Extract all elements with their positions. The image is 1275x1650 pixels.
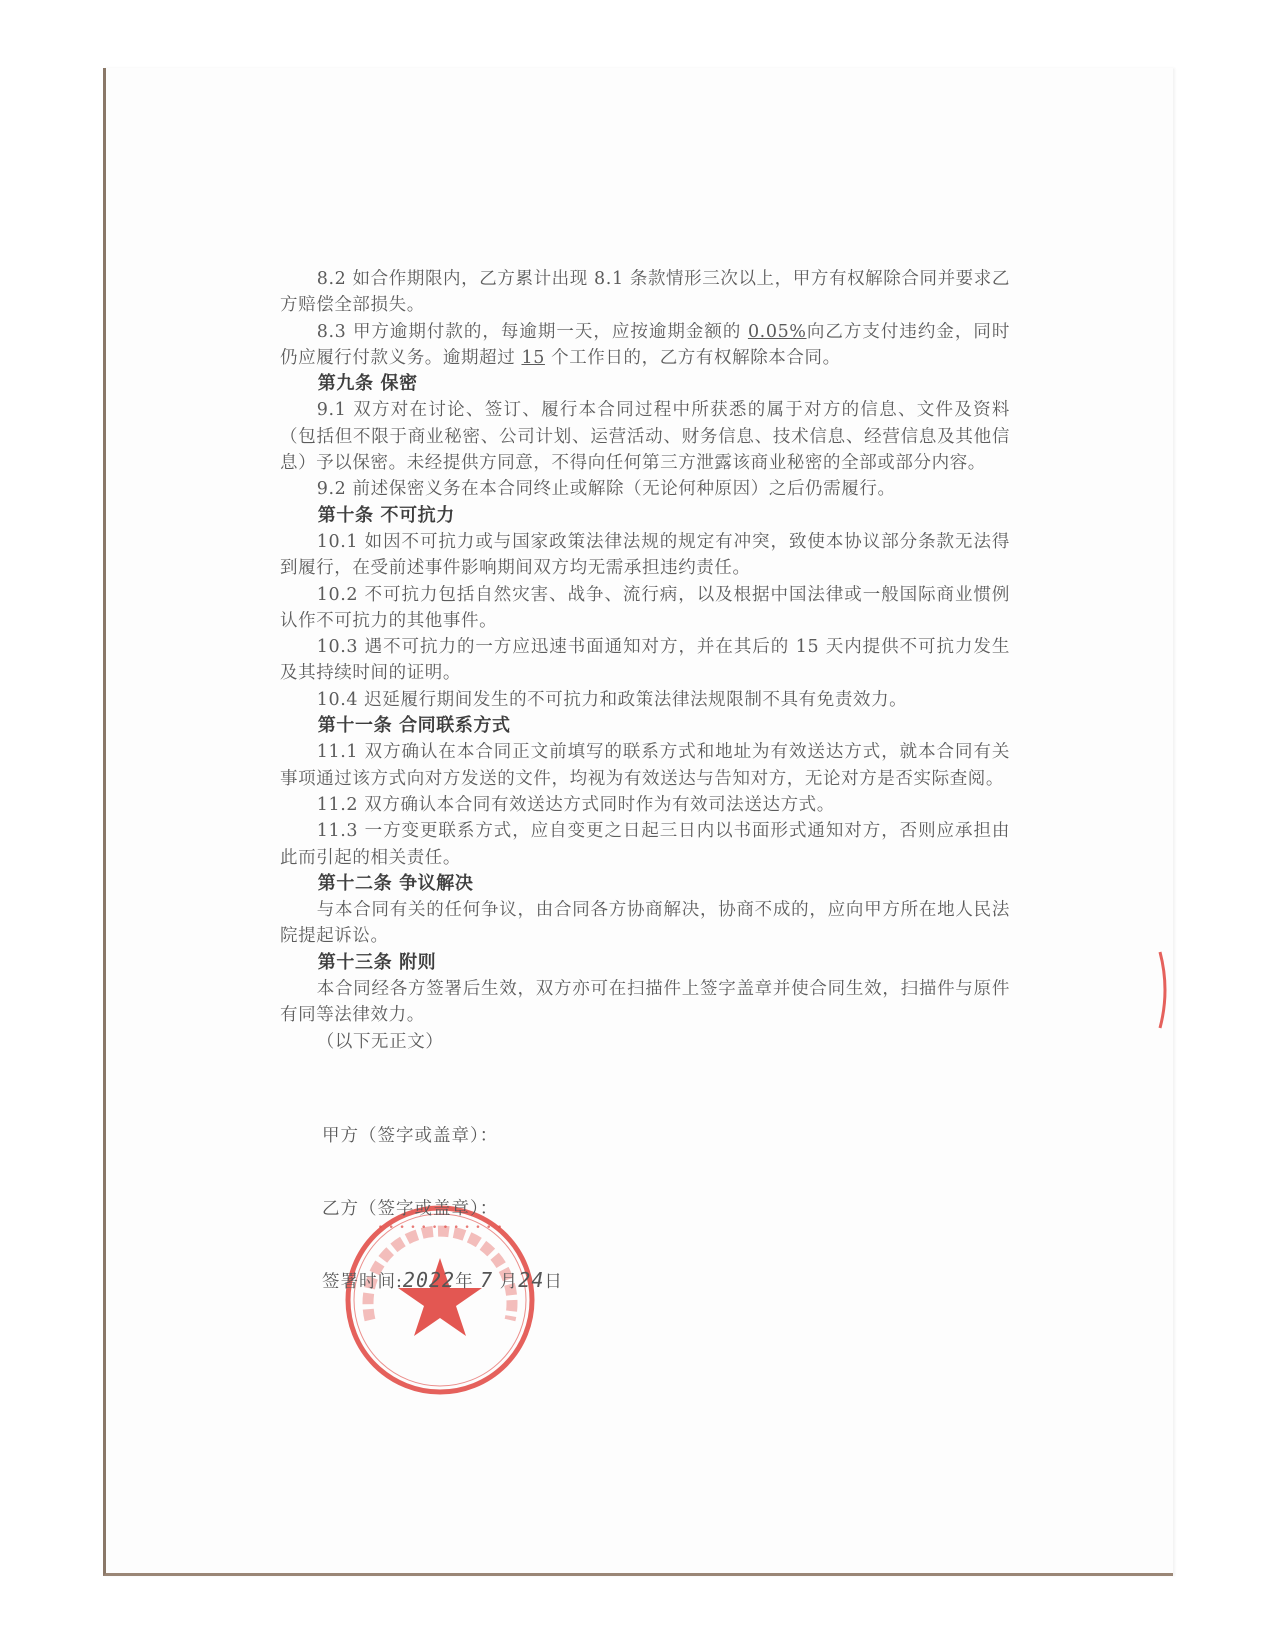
seal-fragment-icon: [1158, 950, 1170, 1030]
clause-8-3: [280, 319, 1010, 372]
clause-10-4: 10.4 迟延履行期间发生的不可抗力和政策法律法规限制不具有免责效力。: [316, 689, 908, 710]
signing-month: 7: [480, 1268, 494, 1292]
clause-11-1: 11.1 双方确认在本合同正文前填写的联系方式和地址为有效送达方式，就本合同有关事项通过该方式向对方发送的文件，均视为有效送达与告知对方，无论对方是否实际查阅。: [280, 742, 1010, 789]
clause-10-3: 10.3 遇不可抗力的一方应迅速书面通知对方，并在其后的 15 天内提供不可抗力发生及其持续时间的证明。: [280, 637, 1010, 684]
clause-8-3-mid: 向乙方支付违约金，同时仍应履行付款义务。逾期超过: [280, 321, 1010, 368]
overdue-days: 15: [521, 347, 545, 368]
penalty-rate: 0.05%: [747, 321, 807, 342]
article-13-heading: 第十三条 附则: [317, 951, 437, 973]
clause-9-2: 9.2 前述保密义务在本合同终止或解除（无论何种原因）之后仍需履行。: [316, 479, 896, 500]
signing-day: 24: [518, 1268, 545, 1292]
article-12-heading: 第十二条 争议解决: [317, 872, 474, 894]
clause-10-2: 10.2 不可抗力包括自然灾害、战争、流行病，以及根据中国法律或一般国际商业惯例认作不可抗力的其他事件。: [280, 584, 1010, 631]
company-seal-icon: [340, 1200, 540, 1400]
clause-11-3: 11.3 一方变更联系方式，应自变更之日起三日内以书面形式通知对方，否则应承担由此而引起的相关责任。: [280, 821, 1010, 868]
svg-text:• • • • • • • • • • • •: • • • • • • • • • • • •: [377, 1223, 503, 1233]
year-unit: 年: [455, 1272, 474, 1292]
party-b-signature-line: 乙方（签字或盖章）：: [322, 1199, 499, 1219]
article-10-heading: 第十条 不可抗力: [317, 504, 455, 526]
clause-11-2: 11.2 双方确认本合同有效送达方式同时作为有效司法送达方式。: [316, 794, 835, 815]
clause-8-3-pre: 8.3 甲方逾期付款的，每逾期一天，应按逾期金额的: [316, 321, 748, 342]
clause-9-1: 9.1 双方对在讨论、签订、履行本合同过程中所获悉的属于对方的信息、文件及资料（包括但不限于商业秘密、公司计划、运营活动、财务信息、技术信息、经营信息及其他信息）予以保密。未经提供方同意，不得向任何第三方泄露该商业秘密的全部或部分内容。: [280, 400, 1010, 474]
signing-date: [322, 1268, 563, 1293]
signing-year: 2022: [402, 1268, 456, 1292]
article-11-heading: 第十一条 合同联系方式: [317, 715, 511, 737]
signing-date-label: 签署时间:: [322, 1272, 403, 1292]
day-unit: 日: [544, 1272, 563, 1292]
clause-13: 本合同经各方签署后生效，双方亦可在扫描件上签字盖章并使合同生效，扫描件与原件有同等法律效力。: [280, 979, 1010, 1026]
party-a-signature-line: 甲方（签字或盖章）：: [322, 1126, 499, 1146]
clause-8-3-post: 个工作日的，乙方有权解除本合同。: [544, 347, 841, 368]
contract-body: [280, 266, 1010, 1055]
article-9-heading: 第九条 保密: [317, 373, 418, 395]
clause-10-1: 10.1 如因不可抗力或与国家政策法律法规的规定有冲突，致使本协议部分条款无法得到履行，在受前述事件影响期间双方均无需承担违约责任。: [280, 531, 1010, 579]
month-unit: 月: [499, 1272, 519, 1292]
clause-12: 与本合同有关的任何争议，由合同各方协商解决，协商不成的，应向甲方所在地人民法院提起诉讼。: [280, 900, 1010, 947]
clause-8-2: 8.2 如合作期限内，乙方累计出现 8.1 条款情形三次以上，甲方有权解除合同并要求乙方赔偿全部损失。: [280, 269, 1010, 316]
end-note: （以下无正文）: [316, 1031, 444, 1052]
